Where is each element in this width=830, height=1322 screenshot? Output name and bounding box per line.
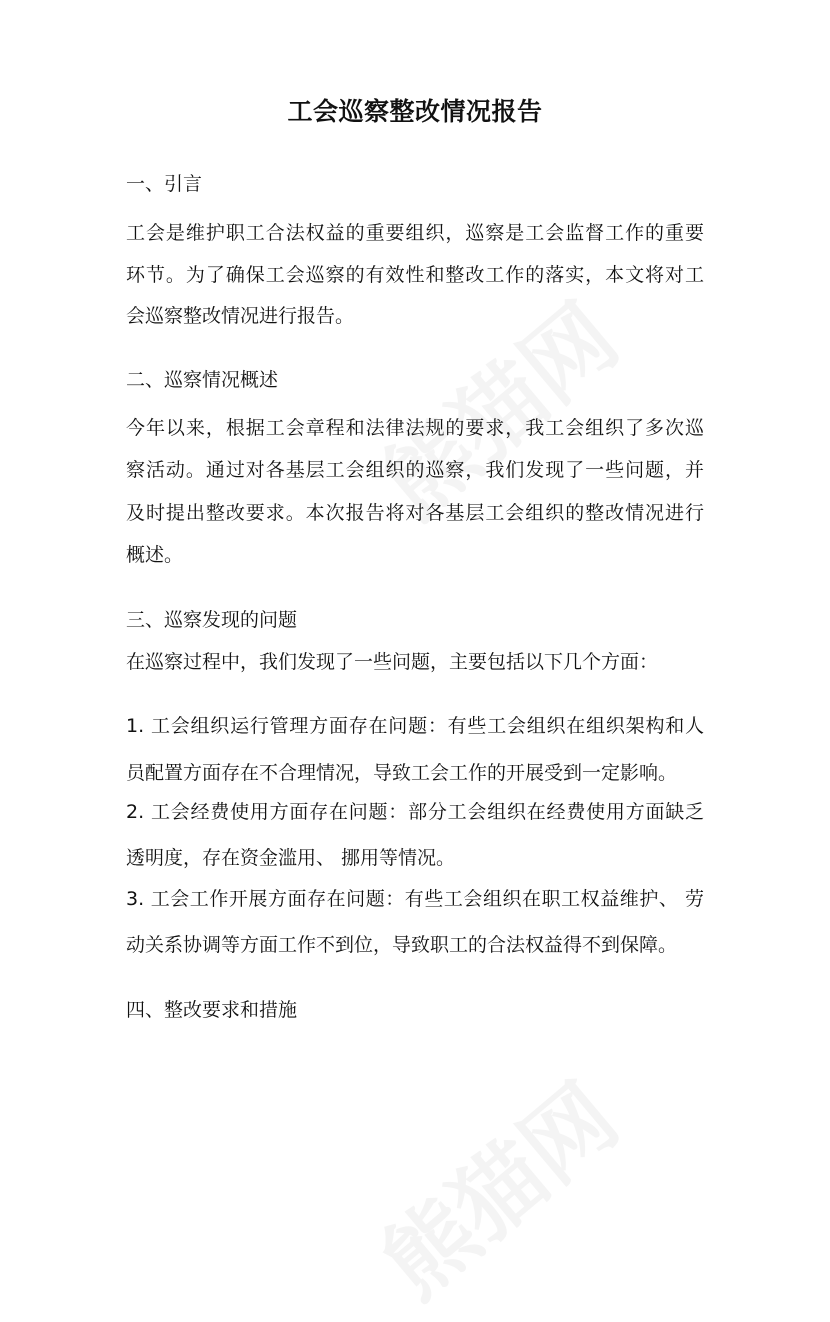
- paragraph-line: 工会是维护职工合法权益的重要组织，巡察是工会监督工作的重要: [126, 222, 704, 244]
- section-heading-rectification: 四、整改要求和措施: [126, 999, 298, 1021]
- paragraph-line: 在巡察过程中，我们发现了一些问题，主要包括以下几个方面：: [126, 651, 659, 673]
- section-heading-overview: 二、巡察情况概述: [126, 369, 279, 391]
- list-item: 2. 工会经费使用方面存在问题：部分工会组织在经费使用方面缺乏: [126, 801, 704, 823]
- section-heading-problems: 三、巡察发现的问题: [126, 609, 298, 631]
- paragraph-line: 会巡察整改情况进行报告。: [126, 305, 355, 327]
- paragraph-line: 环节。为了确保工会巡察的有效性和整改工作的落实，本文将对工: [126, 264, 704, 286]
- list-item-continuation: 员配置方面存在不合理情况，导致工会工作的开展受到一定影响。: [126, 762, 678, 784]
- list-item: 3. 工会工作开展方面存在问题：有些工会组织在职工权益维护、 劳: [126, 888, 704, 910]
- watermark: [350, 1048, 640, 1321]
- paragraph-line: 概述。: [126, 544, 184, 566]
- paragraph-line: 及时提出整改要求。本次报告将对各基层工会组织的整改情况进行: [126, 502, 704, 524]
- list-item-continuation: 透明度，存在资金滥用、 挪用等情况。: [126, 847, 456, 869]
- page-title: 工会巡察整改情况报告: [287, 97, 543, 126]
- list-item: 1. 工会组织运行管理方面存在问题：有些工会组织在组织架构和人: [126, 715, 704, 737]
- section-heading-intro: 一、引言: [126, 173, 203, 195]
- list-item-continuation: 动关系协调等方面工作不到位，导致职工的合法权益得不到保障。: [126, 934, 678, 956]
- paragraph-line: 察活动。通过对各基层工会组织的巡察，我们发现了一些问题，并: [126, 459, 704, 481]
- paragraph-line: 今年以来，根据工会章程和法律法规的要求，我工会组织了多次巡: [126, 417, 704, 439]
